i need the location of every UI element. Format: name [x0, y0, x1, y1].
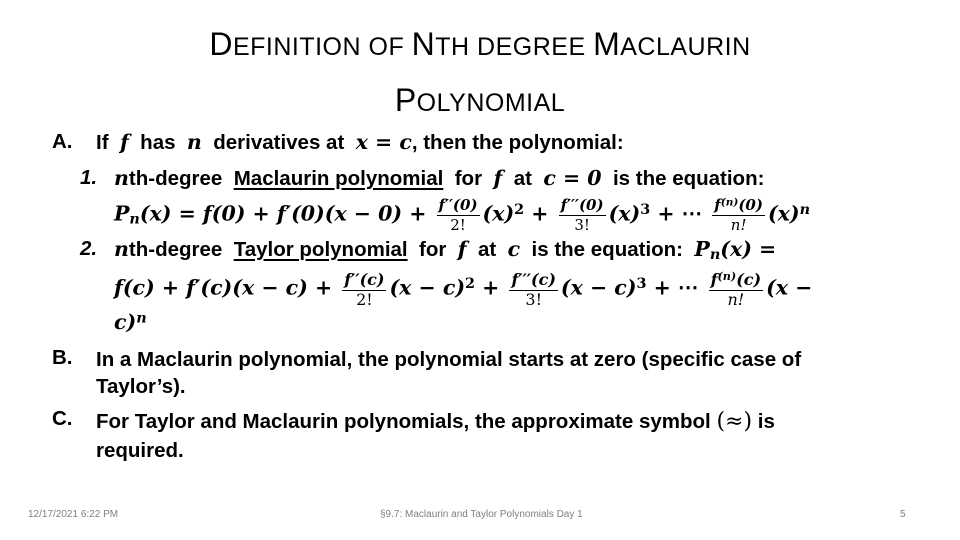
fraction-denominator: n!	[730, 216, 747, 234]
item-a1-text-th-degree: th-degree	[128, 167, 223, 190]
math-subscript-n: n	[129, 211, 140, 228]
taylor-polynomial-term: Taylor polynomial	[233, 238, 408, 261]
item-a1-text	[114, 166, 764, 191]
fraction-third-derivative	[509, 269, 557, 309]
item-c-text-main: For Taylor and Maclaurin polynomials, the approximate symbol	[96, 410, 711, 433]
math-p: P	[114, 201, 130, 226]
fraction-numerator: f′′′(0)	[560, 196, 604, 214]
item-a-text	[96, 130, 624, 155]
ellipsis-plus: + ⋯	[657, 201, 703, 226]
item-c-text-is: is	[757, 410, 775, 433]
maclaurin-formula	[114, 196, 810, 234]
item-a2-text	[114, 237, 776, 262]
fraction-third-derivative	[559, 196, 606, 234]
fraction-numerator	[712, 196, 765, 216]
formula-term: (x −	[766, 275, 813, 300]
function-argument: (0)	[738, 196, 763, 214]
math-f: f	[714, 196, 721, 214]
plus-sign: +	[531, 201, 549, 226]
ellipsis-plus: + ⋯	[653, 275, 699, 300]
formula-term: (x)	[767, 201, 800, 226]
fraction-second-derivative	[342, 269, 386, 309]
fraction-nth-derivative	[709, 269, 764, 309]
item-a1-text-is-the-equation: is the equation:	[612, 167, 765, 190]
item-b-text	[96, 346, 801, 400]
fraction-numerator	[709, 269, 764, 291]
item-c-line-1	[96, 407, 775, 436]
slide-number: 5	[900, 509, 906, 520]
math-n: n	[186, 130, 202, 154]
fraction-numerator: f′′(0)	[438, 196, 478, 214]
maclaurin-polynomial-term: Maclaurin polynomial	[233, 167, 444, 190]
formula-term: (x)	[608, 201, 641, 226]
item-a-text-derivatives: derivatives at	[213, 131, 345, 154]
formula-term: (x)	[482, 201, 515, 226]
exponent: 3	[640, 202, 651, 219]
item-a1-text-for: for	[454, 167, 483, 190]
item-a2-text-is-the-equation: is the equation:	[531, 238, 684, 261]
item-a-text-then: , then the polynomial:	[411, 131, 624, 154]
title-initial-n: N	[411, 26, 436, 62]
footer-date: 12/17/2021 6:22 PM	[28, 509, 119, 520]
item-a2-text-for: for	[419, 238, 447, 261]
math-f: f	[457, 237, 467, 261]
item-b-line-1: In a Maclaurin polynomial, the polynomial starts at zero (specific case of	[96, 348, 802, 371]
derivative-order: (n)	[717, 268, 737, 283]
item-a-text-has: has	[140, 131, 176, 154]
fraction-denominator: 2!	[450, 216, 466, 234]
item-a1-marker: 1.	[80, 166, 98, 189]
function-argument: (c)	[736, 270, 762, 289]
footer-center-text: §9.7: Maclaurin and Taylor Polynomials Day 1	[380, 509, 583, 520]
title-text-olynomial: OLYNOMIAL	[416, 89, 566, 117]
formula-term: c)	[114, 310, 137, 334]
item-a-marker: A.	[52, 130, 73, 153]
math-n: n	[114, 166, 129, 190]
item-a2-marker: 2.	[80, 237, 98, 260]
formula-term: (x − c)	[560, 275, 637, 300]
math-x-equals-c: x = c	[355, 130, 412, 154]
fraction-denominator: 3!	[525, 290, 542, 309]
math-subscript-n: n	[709, 246, 721, 263]
item-a1-text-at: at	[513, 167, 532, 190]
math-p: P	[694, 237, 710, 261]
taylor-formula	[114, 269, 812, 309]
approx-symbol: (≈)	[716, 409, 753, 434]
item-b-marker: B.	[52, 346, 73, 369]
item-c-text	[96, 407, 775, 465]
slide-title-line-2	[150, 74, 810, 130]
formula-first-terms: f(c) + f′(c)(x − c) +	[114, 275, 333, 300]
math-f: f	[710, 270, 718, 289]
derivative-order: (n)	[720, 196, 739, 209]
title-text-efinition: EFINITION OF	[232, 33, 412, 61]
fraction-numerator: f′′′(c)	[511, 270, 556, 289]
fraction-numerator: f′′(c)	[344, 270, 385, 289]
taylor-formula-lhs	[694, 237, 776, 261]
title-initial-d: D	[209, 26, 233, 62]
title-initial-p: P	[394, 82, 417, 118]
item-c-marker: C.	[52, 407, 73, 430]
fraction-second-derivative	[437, 196, 480, 234]
slide-title-line-1	[150, 18, 810, 74]
formula-term: (x − c)	[389, 275, 466, 300]
exponent: 3	[636, 276, 647, 293]
title-text-th-degree: TH DEGREE	[435, 33, 594, 61]
math-c: c	[507, 237, 521, 261]
fraction-denominator: 2!	[356, 290, 373, 309]
item-a2-text-th-degree: th-degree	[128, 238, 223, 261]
title-text-aclaurin: ACLAURIN	[620, 33, 751, 61]
fraction-denominator: 3!	[574, 216, 590, 234]
item-b-line-2: Taylor’s).	[96, 375, 186, 398]
taylor-formula-wrap	[114, 310, 147, 334]
title-initial-m: M	[593, 26, 621, 62]
item-a2-text-at: at	[478, 238, 497, 261]
plus-sign: +	[482, 275, 500, 300]
math-f: f	[119, 130, 129, 154]
fraction-denominator: n!	[727, 290, 745, 309]
fraction-nth-derivative	[712, 196, 765, 234]
item-a-text-if: If	[96, 131, 109, 154]
slide-title	[150, 18, 810, 130]
formula-lhs-arg: (x) =	[720, 237, 777, 261]
math-n: n	[114, 237, 129, 261]
math-f: f	[493, 166, 503, 190]
exponent: 2	[514, 202, 525, 219]
exponent: n	[136, 310, 147, 327]
item-c-line-2: required.	[96, 439, 184, 462]
formula-lhs-and-first-terms: (x) = f(0) + f′(0)(x − 0) +	[139, 201, 427, 226]
exponent: 2	[465, 276, 476, 293]
exponent: n	[799, 202, 811, 219]
math-c-equals-0: c = 0	[543, 166, 602, 190]
